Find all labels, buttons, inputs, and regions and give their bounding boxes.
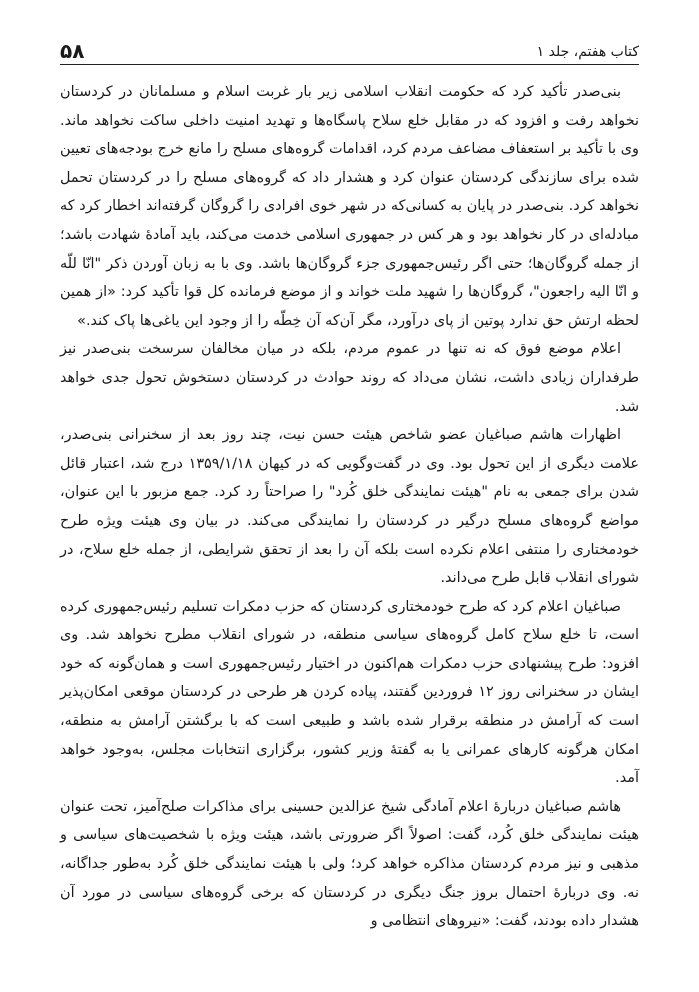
page-number: ۵۸	[60, 39, 85, 63]
running-title: کتاب هفتم، جلد ۱	[536, 44, 639, 60]
page-header	[60, 28, 639, 65]
paragraph: بنی‌صدر تأکید کرد که حکومت انقلاب اسلامی زیر بار غربت اسلام و مسلمانان در کردستان نخواهد رفت و افزود که در مقابل خلع سلاح پاسگاه‌ها و تهدید امنیت داخلی ساکت نخواهد ماند. وی با تأکید بر استعفاف مضاعف مردم کرد، اقدامات گروه‌های مسلح را مانع خرج بودجه‌های تعیین شده برای سازندگی کردستان عنوان کرد و هشدار داد که گروه‌های مسلح را در کردستان تحمل نخواهد کرد. بنی‌صدر در پایان به کسانی‌که در شهر خوی افرادی را گروگان گرفته‌اند اخطار کرد که مبادله‌ای در کار نخواهد بود و هر کس در جمهوری اسلامی خدمت می‌کند، باید آمادهٔ شهادت باشد؛ از جمله گروگان‌ها؛ حتی اگر رئیس‌جمهوری جزء گروگان‌ها باشد. وی با به زبان آوردن ذکر "انّا للّه و انّا الیه راجعون"، گروگان‌ها را شهید ملت خواند و از موضع فرمانده کل قوا تأکید کرد: «از همین لحظه ارتش حق ندارد پوتین از پای درآورد، مگر آن‌که آن خِطّه را از وجود این یاغی‌ها پاک کند.»	[60, 84, 639, 329]
paragraph: اظهارات هاشم صباغیان عضو شاخص هیئت حسن نیت، چند روز بعد از سخنرانی بنی‌صدر، علامت دیگری از این تحول بود. وی در گفت‌وگویی که در کیهان ۱۳۵۹/۱/۱۸ درج شد، اعتبار قائل شدن برای جمعی به نام "هیئت نمایندگی خلق کُرد" را صراحتاً رد کرد. جمع مزبور با این عنوان، مواضع گروه‌های مسلح درگیر در کردستان را نمایندگی می‌کند. در بیان وی هیئت ویژه طرح خودمختاری را منتفی اعلام نکرده است بلکه آن را بعد از تحقق شرایطی، از جمله خلع سلاح، در شورای انقلاب قابل طرح می‌داند.	[60, 427, 639, 587]
body-text	[60, 78, 639, 936]
paragraph: اعلام موضع فوق که نه تنها در عموم مردم، بلکه در میان مخالفان سرسخت بنی‌صدر نیز طرفداران زیادی داشت، نشان می‌داد که روند حوادث در کردستان دستخوش تحول جدی خواهد شد.	[60, 341, 639, 415]
paragraph: هاشم صباغیان دربارهٔ اعلام آمادگی شیخ عزالدین حسینی برای مذاکرات صلح‌آمیز، تحت عنوان هیئت نمایندگی خلق کُرد، گفت: اصولاً اگر ضرورتی باشد، هیئت ویژه با شخصیت‌های سیاسی و مذهبی و نیز مردم کردستان مذاکره خواهد کرد؛ ولی با هیئت نمایندگی خلق کُرد به‌طور جداگانه، نه. وی دربارهٔ احتمال بروز جنگ دیگری در کردستان که برخی گروه‌های سیاسی در مورد آن هشدار داده بودند، گفت: «نیروهای انتظامی و	[60, 798, 639, 930]
paragraph: صباغیان اعلام کرد که طرح خودمختاری کردستان که حزب دمکرات تسلیم رئیس‌جمهوری کرده است، تا خلع سلاح کامل گروه‌های سیاسی منطقه، در شورای انقلاب مطرح نخواهد شد. وی افزود: طرح پیشنهادی حزب دمکرات هم‌اکنون در اختیار رئیس‌جمهوری است و همان‌گونه که خود ایشان در سخنرانی روز ۱۲ فروردین گفتند، پیاده کردن هر طرحی در کردستان موقعی امکان‌پذیر است که آرامش در منطقه برقرار شده باشد و طبیعی است که با برگشتن آرامش به منطقه، امکان هرگونه کارهای عمرانی یا به گفتهٔ وزیر کشور، برگزاری انتخابات مجلس، به‌وجود خواهد آمد.	[60, 598, 639, 787]
